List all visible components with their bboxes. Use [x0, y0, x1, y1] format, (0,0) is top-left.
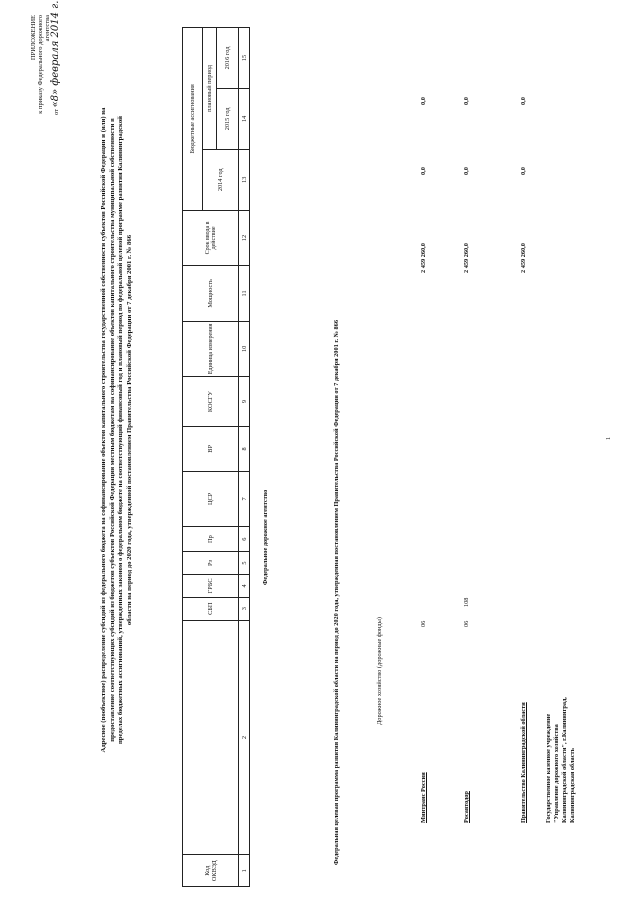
header-name	[183, 620, 239, 855]
header-grbs: ГРБС	[183, 574, 239, 597]
header-unit: Единица измерения	[183, 321, 239, 376]
row-2016-government: 0,0	[520, 97, 527, 105]
num-cell: 7	[239, 471, 250, 526]
num-cell: 5	[239, 552, 250, 575]
row-name-mintrans: Минтранс России	[420, 772, 427, 823]
header-planned: плановый период	[203, 28, 217, 150]
row-2016-rosavtodor: 0,0	[463, 97, 470, 105]
num-cell: 4	[239, 574, 250, 597]
row-2015-rosavtodor: 0,0	[463, 167, 470, 175]
institution-block	[545, 697, 577, 823]
row-grbs-rosavtodor: 108	[463, 597, 470, 607]
row-2014-mintrans: 2 459 260,0	[420, 243, 427, 273]
approval-stamp	[30, 0, 61, 115]
num-cell: 1	[239, 855, 250, 887]
stamp-line-3: агентства	[44, 15, 52, 42]
row-name-rosavtodor: Росавтодор	[463, 791, 470, 823]
agency-name: Федеральное дорожное агентство	[262, 489, 269, 585]
row-sbp-rosavtodor: 06	[463, 620, 470, 627]
institution-line-2: "Управление дорожного хозяйства	[553, 724, 560, 823]
num-cell: 12	[239, 210, 250, 265]
header-2015: 2015 год	[217, 88, 239, 149]
stamp-date-prefix: от	[52, 108, 60, 115]
row-2016-mintrans: 0,0	[420, 97, 427, 105]
header-sbp: СБП	[183, 597, 239, 620]
header-csr: ЦСР	[183, 471, 239, 526]
stamp-line-1: ПРИЛОЖЕНИЕ	[30, 15, 37, 61]
num-cell: 6	[239, 527, 250, 552]
header-pr: Пр	[183, 527, 239, 552]
row-2015-mintrans: 0,0	[420, 167, 427, 175]
header-budget: Бюджетные ассигнования	[183, 28, 203, 211]
header-okved: Код ОКВЭД	[183, 855, 239, 887]
num-cell: 3	[239, 597, 250, 620]
header-kosgu: КОСГУ	[183, 377, 239, 427]
row-2014-rosavtodor: 2 459 260,0	[463, 243, 470, 273]
num-cell: 8	[239, 427, 250, 472]
distribution-table	[182, 27, 250, 887]
row-2014-government: 2 459 260,0	[520, 243, 527, 273]
institution-line-1: Государственное казенное учреждение	[545, 713, 552, 823]
row-name-government: Правительство Калининградской области	[520, 702, 527, 823]
institution-line-4: Калининградская область	[569, 748, 576, 823]
row-2015-government: 0,0	[520, 167, 527, 175]
institution-line-3: Калининградской области", г.Калининград,	[561, 697, 568, 823]
num-cell: 10	[239, 321, 250, 376]
num-cell: 9	[239, 377, 250, 427]
page-mark: 1	[605, 436, 612, 440]
stamp-date-line	[49, 0, 61, 115]
stamp-date-value: «8» февраля 2014 г.	[49, 0, 61, 108]
row-sbp-mintrans: 06	[420, 620, 427, 627]
document-title: Адресное (пообъектное) распределение субсидий из федерального бюджета на софинансирование объектов капитального строительства государственной собственности субъектов Российской Федерации и (или) на предоставление соответствующих субсидий из бюджетов субъектов Российской Федерации местным бюджетам на софинансирование объектов капитального строительства муниципальной собственности в пределах бюджетных ассигнований, утвержденных законом о федеральном бюджете на соответствующий финансовый год и плановый период по федеральной целевой программе развития Калининградской области на период до 2020 года, утвержденной постановлением Правительства Российской Федерации от 7 декабря 2001 г. № 866	[100, 107, 133, 753]
header-rz: Рз	[183, 552, 239, 575]
header-capacity: Мощность	[183, 266, 239, 321]
num-cell: 13	[239, 149, 250, 210]
header-2014: 2014 год	[203, 149, 239, 210]
header-term: Срок ввода в действие	[183, 210, 239, 265]
num-cell: 15	[239, 28, 250, 89]
num-cell: 14	[239, 88, 250, 149]
program-name: Федеральная целевая программа развития Калининградской области на период до 2020 года, утвержденная постановлением Правительства Российской Федерации от 7 декабря 2001 г. № 866	[333, 320, 340, 865]
stamp-line-2: к приказу Федерального дорожного	[37, 15, 45, 114]
road-category: Дорожное хозяйство (дорожные фонды)	[376, 617, 383, 725]
header-2016: 2016 год	[217, 28, 239, 89]
num-cell-name: 2	[239, 620, 250, 855]
num-cell: 11	[239, 266, 250, 321]
header-vr: ВР	[183, 427, 239, 472]
